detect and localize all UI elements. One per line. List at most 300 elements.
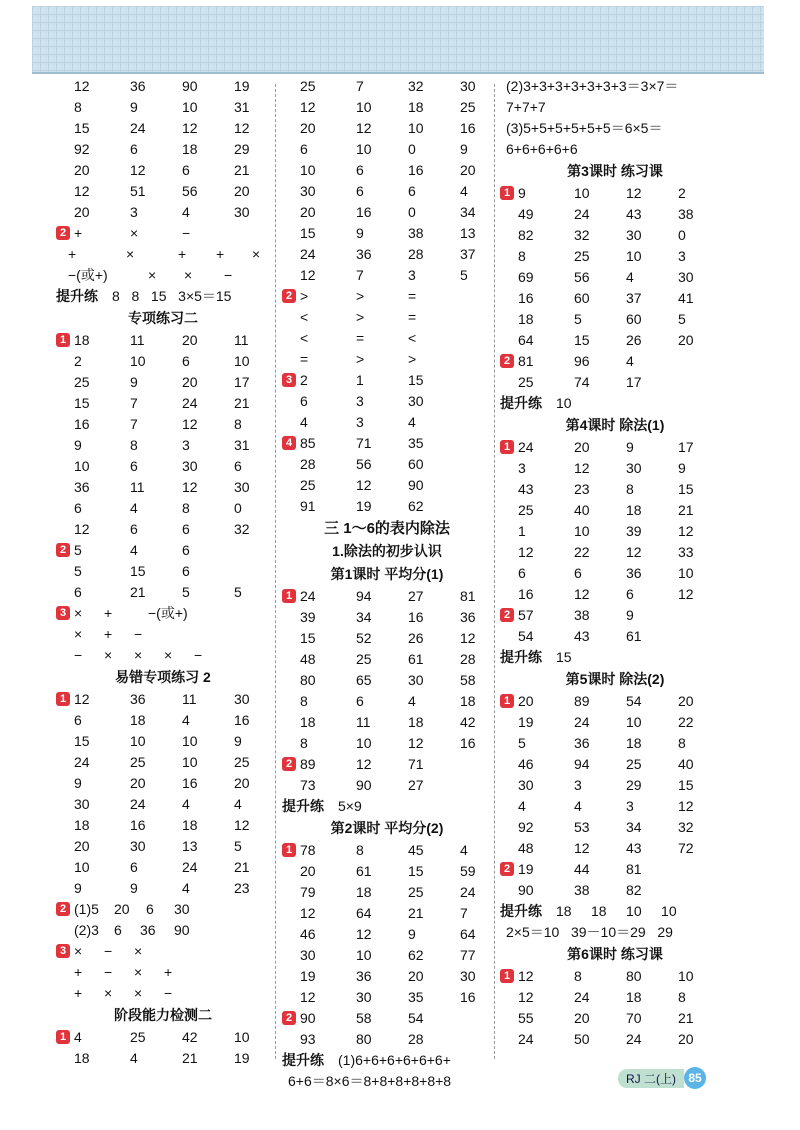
answer-cell: 18 (460, 693, 476, 709)
answer-cell: 32 (574, 227, 590, 243)
answer-row (282, 370, 492, 391)
answer-cell: 12 (626, 185, 642, 201)
answer-cell: 12 (678, 798, 694, 814)
answer-cell: 12 (678, 523, 694, 539)
section-heading: 第4课时 除法(1) (565, 417, 665, 433)
answer-cell: 4 (626, 269, 634, 285)
answer-row (56, 710, 270, 731)
answer-cell: 40 (574, 502, 590, 518)
answer-cell: 69 (518, 269, 534, 285)
answer-row (500, 754, 730, 775)
answer-cell: 9 (74, 775, 82, 791)
answer-cell: 38 (574, 882, 590, 898)
answer-cell: 65 (356, 672, 372, 688)
answer-cell: 12 (234, 817, 250, 833)
answer-row (56, 752, 270, 773)
answer-row (56, 118, 270, 139)
answer-row (500, 796, 730, 817)
answer-cell: 90 (356, 777, 372, 793)
answer-cell: 6 (146, 901, 154, 917)
answer-cell: 57 (518, 607, 534, 623)
answer-cell: − (104, 943, 113, 959)
answer-cell: 3 (408, 267, 416, 283)
answer-cell: 30 (408, 393, 424, 409)
answer-row (56, 76, 270, 97)
answer-cell: 32 (678, 819, 694, 835)
answer-row (282, 118, 492, 139)
answer-cell: × (74, 626, 83, 642)
answer-cell: 28 (300, 456, 316, 472)
answer-cell: 10 (74, 859, 90, 875)
answer-row (56, 1027, 270, 1048)
answer-cell: 6 (300, 393, 308, 409)
answer-cell: = (300, 351, 309, 367)
answer-cell: 13 (182, 838, 198, 854)
page-footer (618, 1068, 706, 1088)
answer-cell: 10 (130, 733, 146, 749)
answer-row (500, 521, 730, 542)
answer-row (500, 246, 730, 267)
answer-cell: − (134, 626, 143, 642)
answer-cell: 80 (300, 672, 316, 688)
answer-row (56, 899, 270, 920)
answer-cell: 24 (182, 395, 198, 411)
answer-cell: 25 (130, 754, 146, 770)
answer-cell: 16 (408, 609, 424, 625)
question-number-badge: 1 (500, 969, 514, 983)
answer-cell: 12 (356, 477, 372, 493)
answer-cell: 8 (130, 437, 138, 453)
answer-cell: 90 (518, 882, 534, 898)
answer-row (500, 859, 730, 880)
answer-text-row (500, 393, 730, 414)
answer-cell: 35 (408, 989, 424, 1005)
answer-cell: 3 (356, 414, 364, 430)
answer-cell: 36 (626, 565, 642, 581)
answer-cell: 4 (518, 798, 526, 814)
answer-cell: 3 (182, 437, 190, 453)
answer-row (282, 840, 492, 861)
answer-cell: 9 (130, 880, 138, 896)
answer-cell: 61 (408, 651, 424, 667)
answer-cell: 70 (626, 1010, 642, 1026)
answer-cell: 35 (408, 435, 424, 451)
answer-cell: 10 (130, 353, 146, 369)
answer-cell: 96 (574, 353, 590, 369)
answer-row (56, 836, 270, 857)
answer-cell: 5 (574, 311, 582, 327)
answer-cell: < (300, 309, 309, 325)
answer-cell: 7 (130, 416, 138, 432)
answer-cell: 56 (356, 456, 372, 472)
answer-cell: 55 (518, 1010, 534, 1026)
answer-cell: 62 (408, 498, 424, 514)
answer-cell: < (300, 330, 309, 346)
answer-cell: 12 (234, 120, 250, 136)
answer-cell: 25 (74, 374, 90, 390)
answer-cell: 6 (182, 353, 190, 369)
answer-row (56, 561, 270, 582)
answer-text: 15 (556, 649, 572, 665)
answer-text: 6+6＝8×6＝8+8+8+8+8+8 (288, 1073, 452, 1089)
answer-cell: 94 (356, 588, 372, 604)
answer-cell: 37 (626, 290, 642, 306)
answer-cell: 30 (460, 78, 476, 94)
answer-cell: 25 (300, 78, 316, 94)
answer-cell: 89 (300, 756, 316, 772)
answer-cell: 2 (300, 372, 308, 388)
answer-cell: 5 (234, 838, 242, 854)
answer-row (56, 393, 270, 414)
answer-cell: × (134, 647, 143, 663)
answer-cell: 29 (626, 777, 642, 793)
answer-cell: 30 (234, 691, 250, 707)
answer-cell: 12 (518, 968, 534, 984)
answer-row (500, 458, 730, 479)
answer-cell: 93 (300, 1031, 316, 1047)
answer-row (282, 670, 492, 691)
answer-cell: 20 (678, 1031, 694, 1047)
answer-cell: 6 (130, 521, 138, 537)
answer-row (56, 202, 270, 223)
answer-cell: 39 (626, 523, 642, 539)
answer-cell: 4 (182, 880, 190, 896)
answer-cell: 90 (300, 1010, 316, 1026)
answer-cell: 32 (408, 78, 424, 94)
answer-row (56, 582, 270, 603)
answer-row (56, 815, 270, 836)
answer-cell: 13 (460, 225, 476, 241)
answer-cell: 15 (574, 332, 590, 348)
answer-cell: + (68, 246, 77, 262)
answer-cell: 4 (130, 542, 138, 558)
answer-row (56, 1048, 270, 1069)
answer-cell: 9 (356, 225, 364, 241)
answer-cell: 6 (74, 712, 82, 728)
answer-cell: 20 (74, 838, 90, 854)
answer-row (282, 775, 492, 796)
answer-cell: 54 (626, 693, 642, 709)
answer-cell: 6 (182, 542, 190, 558)
answer-cell: 60 (626, 311, 642, 327)
answer-cell: 22 (678, 714, 694, 730)
answer-text: 6+6+6+6+6 (506, 141, 578, 157)
section-heading: 第1课时 平均分(1) (330, 566, 444, 582)
answer-cell: 26 (408, 630, 424, 646)
answer-cell: 20 (460, 162, 476, 178)
answer-cell: − (164, 985, 173, 1001)
answer-cell: 12 (182, 479, 198, 495)
answer-cell: 8 (300, 693, 308, 709)
answer-cell: 64 (518, 332, 534, 348)
answer-cell: 19 (356, 498, 372, 514)
answer-cell: 0 (678, 227, 686, 243)
answer-row (56, 244, 270, 265)
answer-cell: 10 (574, 185, 590, 201)
answer-cell: 26 (626, 332, 642, 348)
answer-cell: 12 (300, 267, 316, 283)
answer-cell: = (408, 288, 417, 304)
answer-cell: 6 (356, 162, 364, 178)
answer-cell: 6 (574, 565, 582, 581)
answer-cell: 36 (574, 735, 590, 751)
answer-cell: 12 (356, 756, 372, 772)
answer-text: (1)6+6+6+6+6+6+ (338, 1052, 451, 1068)
answer-cell: 16 (518, 586, 534, 602)
question-number-badge: 2 (56, 543, 70, 557)
answer-row (282, 987, 492, 1008)
answer-row (282, 244, 492, 265)
answer-cell: 81 (626, 861, 642, 877)
answer-cell: 81 (518, 353, 534, 369)
answer-row (56, 498, 270, 519)
answer-row (56, 97, 270, 118)
answer-cell: 3 (574, 777, 582, 793)
answer-cell: 11 (234, 332, 249, 348)
answer-cell: 8 (234, 416, 242, 432)
answer-cell: 30 (626, 460, 642, 476)
answer-cell: × (130, 225, 139, 241)
answer-cell: 24 (74, 754, 90, 770)
answer-row (282, 754, 492, 775)
answer-cell: 9 (74, 437, 82, 453)
answer-cell: 23 (574, 481, 590, 497)
answer-cell: 4 (626, 353, 634, 369)
answer-row (282, 628, 492, 649)
answer-cell: = (356, 330, 365, 346)
answer-cell: 18 (74, 1050, 90, 1066)
answer-text: 2×5＝10 39－10＝29 29 (506, 924, 673, 940)
answer-row (56, 223, 270, 244)
answer-cell: + (216, 246, 225, 262)
answer-row (282, 181, 492, 202)
answer-cell: 11 (182, 691, 197, 707)
answer-cell: 29 (234, 141, 250, 157)
answer-cell: 74 (574, 374, 590, 390)
answer-cell: 24 (300, 588, 316, 604)
answer-cell: 34 (626, 819, 642, 835)
answer-text: (2)3+3+3+3+3+3+3＝3×7＝ (506, 78, 679, 94)
question-number-badge: 3 (282, 373, 296, 387)
answer-cell: 5 (518, 735, 526, 751)
answer-cell: 41 (678, 290, 694, 306)
answer-row (500, 183, 730, 204)
answer-cell: 12 (300, 905, 316, 921)
answer-text-row (500, 118, 730, 139)
answer-cell: 37 (460, 246, 476, 262)
answer-cell: + (164, 964, 173, 980)
question-number-badge: 1 (500, 694, 514, 708)
answer-cell: 10 (182, 733, 198, 749)
answer-cell: 6 (518, 565, 526, 581)
answer-row (56, 857, 270, 878)
answer-row (282, 924, 492, 945)
answer-cell: 19 (234, 1050, 250, 1066)
answer-row (282, 307, 492, 328)
answer-cell: 36 (140, 922, 156, 938)
answer-text-row (500, 647, 730, 668)
answer-cell: 89 (574, 693, 590, 709)
answer-cell: 5 (678, 311, 686, 327)
answer-cell: 31 (234, 99, 250, 115)
answer-cell: 12 (74, 78, 90, 94)
answer-cell: 20 (182, 374, 198, 390)
answer-cell: 10 (356, 141, 372, 157)
answer-cell: 24 (130, 796, 146, 812)
section-heading: 专项练习二 (128, 310, 198, 326)
answer-cell: 25 (574, 248, 590, 264)
answer-cell: 12 (130, 162, 146, 178)
answer-cell: 5 (182, 584, 190, 600)
answer-cell: −(或+) (148, 605, 188, 621)
question-number-badge: 2 (56, 902, 70, 916)
question-number-badge: 1 (56, 1030, 70, 1044)
answer-cell: − (104, 964, 113, 980)
question-number-badge: 2 (282, 289, 296, 303)
answer-cell: 94 (574, 756, 590, 772)
answer-cell: × (126, 246, 135, 262)
answer-cell: 43 (626, 206, 642, 222)
answer-cell: 6 (408, 183, 416, 199)
answer-text-row (500, 97, 730, 118)
answer-cell: 6 (356, 693, 364, 709)
answer-cell: 18 (518, 311, 534, 327)
answer-cell: × (74, 943, 83, 959)
answer-row (500, 309, 730, 330)
answer-cell: 12 (74, 691, 90, 707)
answer-text-row (500, 901, 730, 922)
answer-cell: 36 (130, 78, 146, 94)
answer-cell: 24 (574, 989, 590, 1005)
answer-cell: 20 (300, 863, 316, 879)
answer-text-row (500, 922, 730, 943)
answer-cell: 42 (460, 714, 476, 730)
answer-cell: = (408, 309, 417, 325)
answer-cell: 18 (74, 332, 90, 348)
question-number-badge: 2 (500, 862, 514, 876)
answer-cell: 4 (234, 796, 242, 812)
answer-cell: 9 (626, 439, 634, 455)
answer-cell: 15 (408, 372, 424, 388)
answer-cell: 20 (518, 693, 534, 709)
answer-row (282, 265, 492, 286)
answer-row (500, 563, 730, 584)
question-number-badge: 1 (282, 843, 296, 857)
answer-cell: 61 (356, 863, 372, 879)
answer-cell: 16 (74, 416, 90, 432)
answer-cell: 16 (234, 712, 250, 728)
answer-row (500, 1008, 730, 1029)
answer-row (56, 181, 270, 202)
answer-cell: < (408, 330, 417, 346)
answer-cell: 24 (182, 859, 198, 875)
answer-cell: 43 (626, 840, 642, 856)
answer-row (500, 966, 730, 987)
practice-label: 提升练 (500, 903, 542, 919)
question-number-badge: 1 (500, 440, 514, 454)
answer-cell: 3 (678, 248, 686, 264)
answer-cell: 21 (678, 1010, 694, 1026)
answer-cell: 20 (300, 204, 316, 220)
answer-cell: + (104, 626, 113, 642)
answer-row (282, 475, 492, 496)
answer-cell: 9 (518, 185, 526, 201)
answer-cell: 20 (408, 968, 424, 984)
answer-cell: > (356, 351, 365, 367)
answer-cell: 44 (574, 861, 590, 877)
answer-cell: 0 (408, 204, 416, 220)
answer-cell: 24 (130, 120, 146, 136)
answer-cell: 10 (182, 754, 198, 770)
answer-cell: 4 (408, 693, 416, 709)
answer-row (282, 1008, 492, 1029)
answer-text-row (56, 286, 270, 307)
answer-cell: 12 (74, 183, 90, 199)
answer-row (56, 920, 270, 941)
answer-cell: 30 (408, 672, 424, 688)
answer-text: 10 (556, 395, 572, 411)
answer-cell: 3 (518, 460, 526, 476)
answer-cell: 10 (234, 353, 250, 369)
answer-cell: 0 (234, 500, 242, 516)
answer-cell: 48 (518, 840, 534, 856)
answer-row (500, 987, 730, 1008)
section-heading: 第5课时 除法(2) (565, 671, 665, 687)
answer-cell: 16 (460, 120, 476, 136)
answer-cell: 10 (626, 714, 642, 730)
page-number: 85 (684, 1067, 706, 1089)
answer-cell: 19 (234, 78, 250, 94)
answer-row (282, 454, 492, 475)
answer-cell: 30 (460, 968, 476, 984)
answer-cell: 5 (460, 267, 468, 283)
answer-cell: 36 (356, 246, 372, 262)
answer-cell: > (356, 288, 365, 304)
answer-row (56, 372, 270, 393)
answer-cell: 6 (182, 162, 190, 178)
answer-row (500, 733, 730, 754)
answer-cell: + (104, 605, 113, 621)
answer-cell: 9 (408, 926, 416, 942)
answer-row (282, 945, 492, 966)
answer-cell: 21 (130, 584, 146, 600)
answer-cell: 15 (300, 630, 316, 646)
answer-cell: × (164, 647, 173, 663)
answer-cell: 15 (678, 481, 694, 497)
answer-cell: 21 (234, 162, 250, 178)
answer-cell: 2 (74, 353, 82, 369)
answer-row (56, 962, 270, 983)
answer-cell: 5 (234, 584, 242, 600)
answer-cell: 12 (300, 989, 316, 1005)
answer-cell: 42 (182, 1029, 198, 1045)
answer-row (500, 267, 730, 288)
answer-cell: 28 (408, 1031, 424, 1047)
answer-cell: 53 (574, 819, 590, 835)
answer-cell: 16 (408, 162, 424, 178)
answer-cell: 56 (182, 183, 198, 199)
answer-cell: 12 (408, 735, 424, 751)
answer-cell: 56 (574, 269, 590, 285)
answer-cell: 18 (74, 817, 90, 833)
answer-cell: 21 (182, 1050, 198, 1066)
answer-cell: 25 (300, 477, 316, 493)
answer-cell: × (252, 246, 261, 262)
answer-cell: 10 (678, 968, 694, 984)
answer-cell: 54 (408, 1010, 424, 1026)
answer-cell: 18 (300, 714, 316, 730)
answer-cell: 17 (678, 439, 694, 455)
